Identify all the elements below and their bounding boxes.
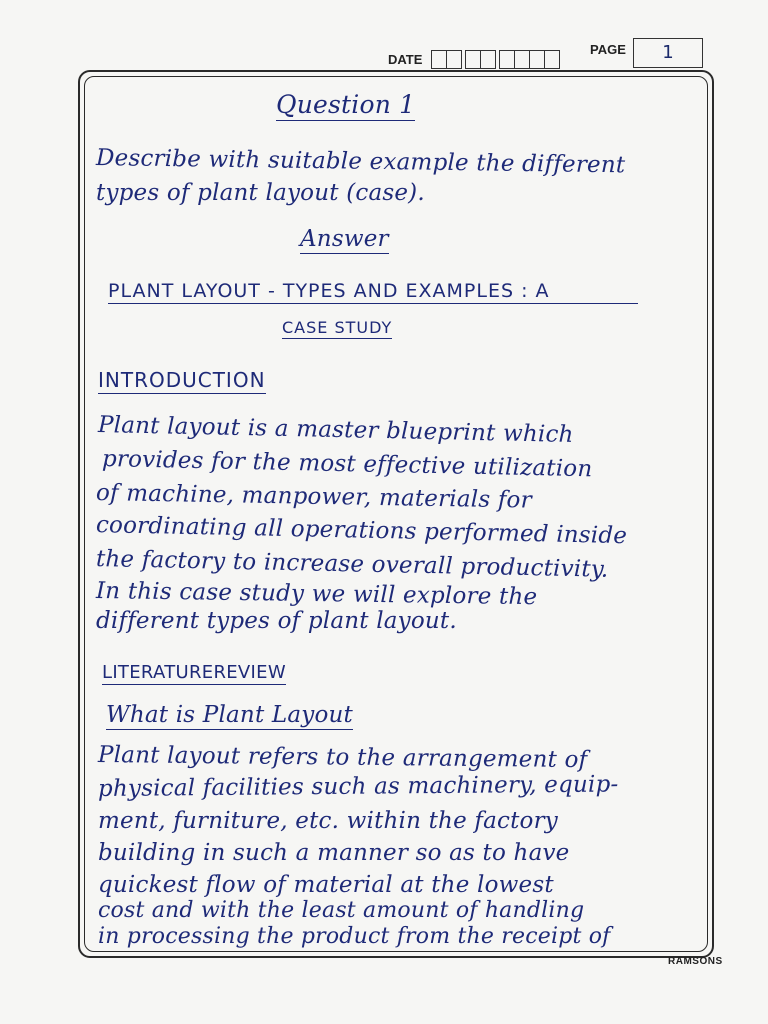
introduction-line: coordinating all operations performed inside <box>95 512 628 550</box>
date-cell <box>499 50 515 69</box>
date-cell <box>446 50 462 69</box>
literature-review-line: building in such a manner so as to have <box>98 840 570 866</box>
introduction-line: different types of plant layout. <box>96 608 457 634</box>
literature-review-line: quickest flow of material at the lowest <box>98 872 554 898</box>
introduction-heading: INTRODUCTION <box>98 368 266 392</box>
date-day-boxes <box>432 50 462 69</box>
date-cell <box>431 50 447 69</box>
notebook-brand: RAMSONS <box>668 956 723 967</box>
question-line: Describe with suitable example the different <box>95 145 626 179</box>
date-month-boxes <box>466 50 496 69</box>
page-number-box: 1 <box>633 38 703 68</box>
introduction-line: of machine, manpower, materials for <box>95 480 533 514</box>
answer-title-line: PLANT LAYOUT - TYPES AND EXAMPLES : A <box>108 280 638 304</box>
date-label: DATE <box>388 52 423 67</box>
literature-review-subheading: What is Plant Layout <box>106 702 353 728</box>
introduction-line: In this case study we will explore the <box>95 578 538 611</box>
date-cell <box>465 50 481 69</box>
introduction-line: Plant layout is a master blueprint which <box>97 412 574 448</box>
literature-review-line: Plant layout refers to the arrangement of <box>97 742 588 774</box>
literature-review-line: physical facilities such as machinery, equip- <box>97 771 619 802</box>
date-year-boxes <box>500 50 560 69</box>
literature-review-line: ment, furniture, etc. within the factory <box>98 808 558 834</box>
date-cell <box>544 50 560 69</box>
answer-heading: Answer <box>300 226 389 252</box>
question-line: types of plant layout (case). <box>96 180 425 206</box>
page-label: PAGE <box>590 42 626 57</box>
introduction-line: the factory to increase overall productivity. <box>95 546 609 583</box>
literature-review-heading: LITERATUREREVIEW <box>102 662 286 683</box>
date-cell <box>480 50 496 69</box>
literature-review-line: in processing the product from the receipt of <box>98 924 611 949</box>
date-boxes <box>432 50 560 69</box>
literature-review-line: cost and with the least amount of handling <box>98 898 585 923</box>
question-heading: Question 1 <box>276 90 416 119</box>
answer-title-line: CASE STUDY <box>282 318 393 337</box>
date-cell <box>529 50 545 69</box>
introduction-line: provides for the most effective utilization <box>101 446 593 483</box>
date-cell <box>514 50 530 69</box>
